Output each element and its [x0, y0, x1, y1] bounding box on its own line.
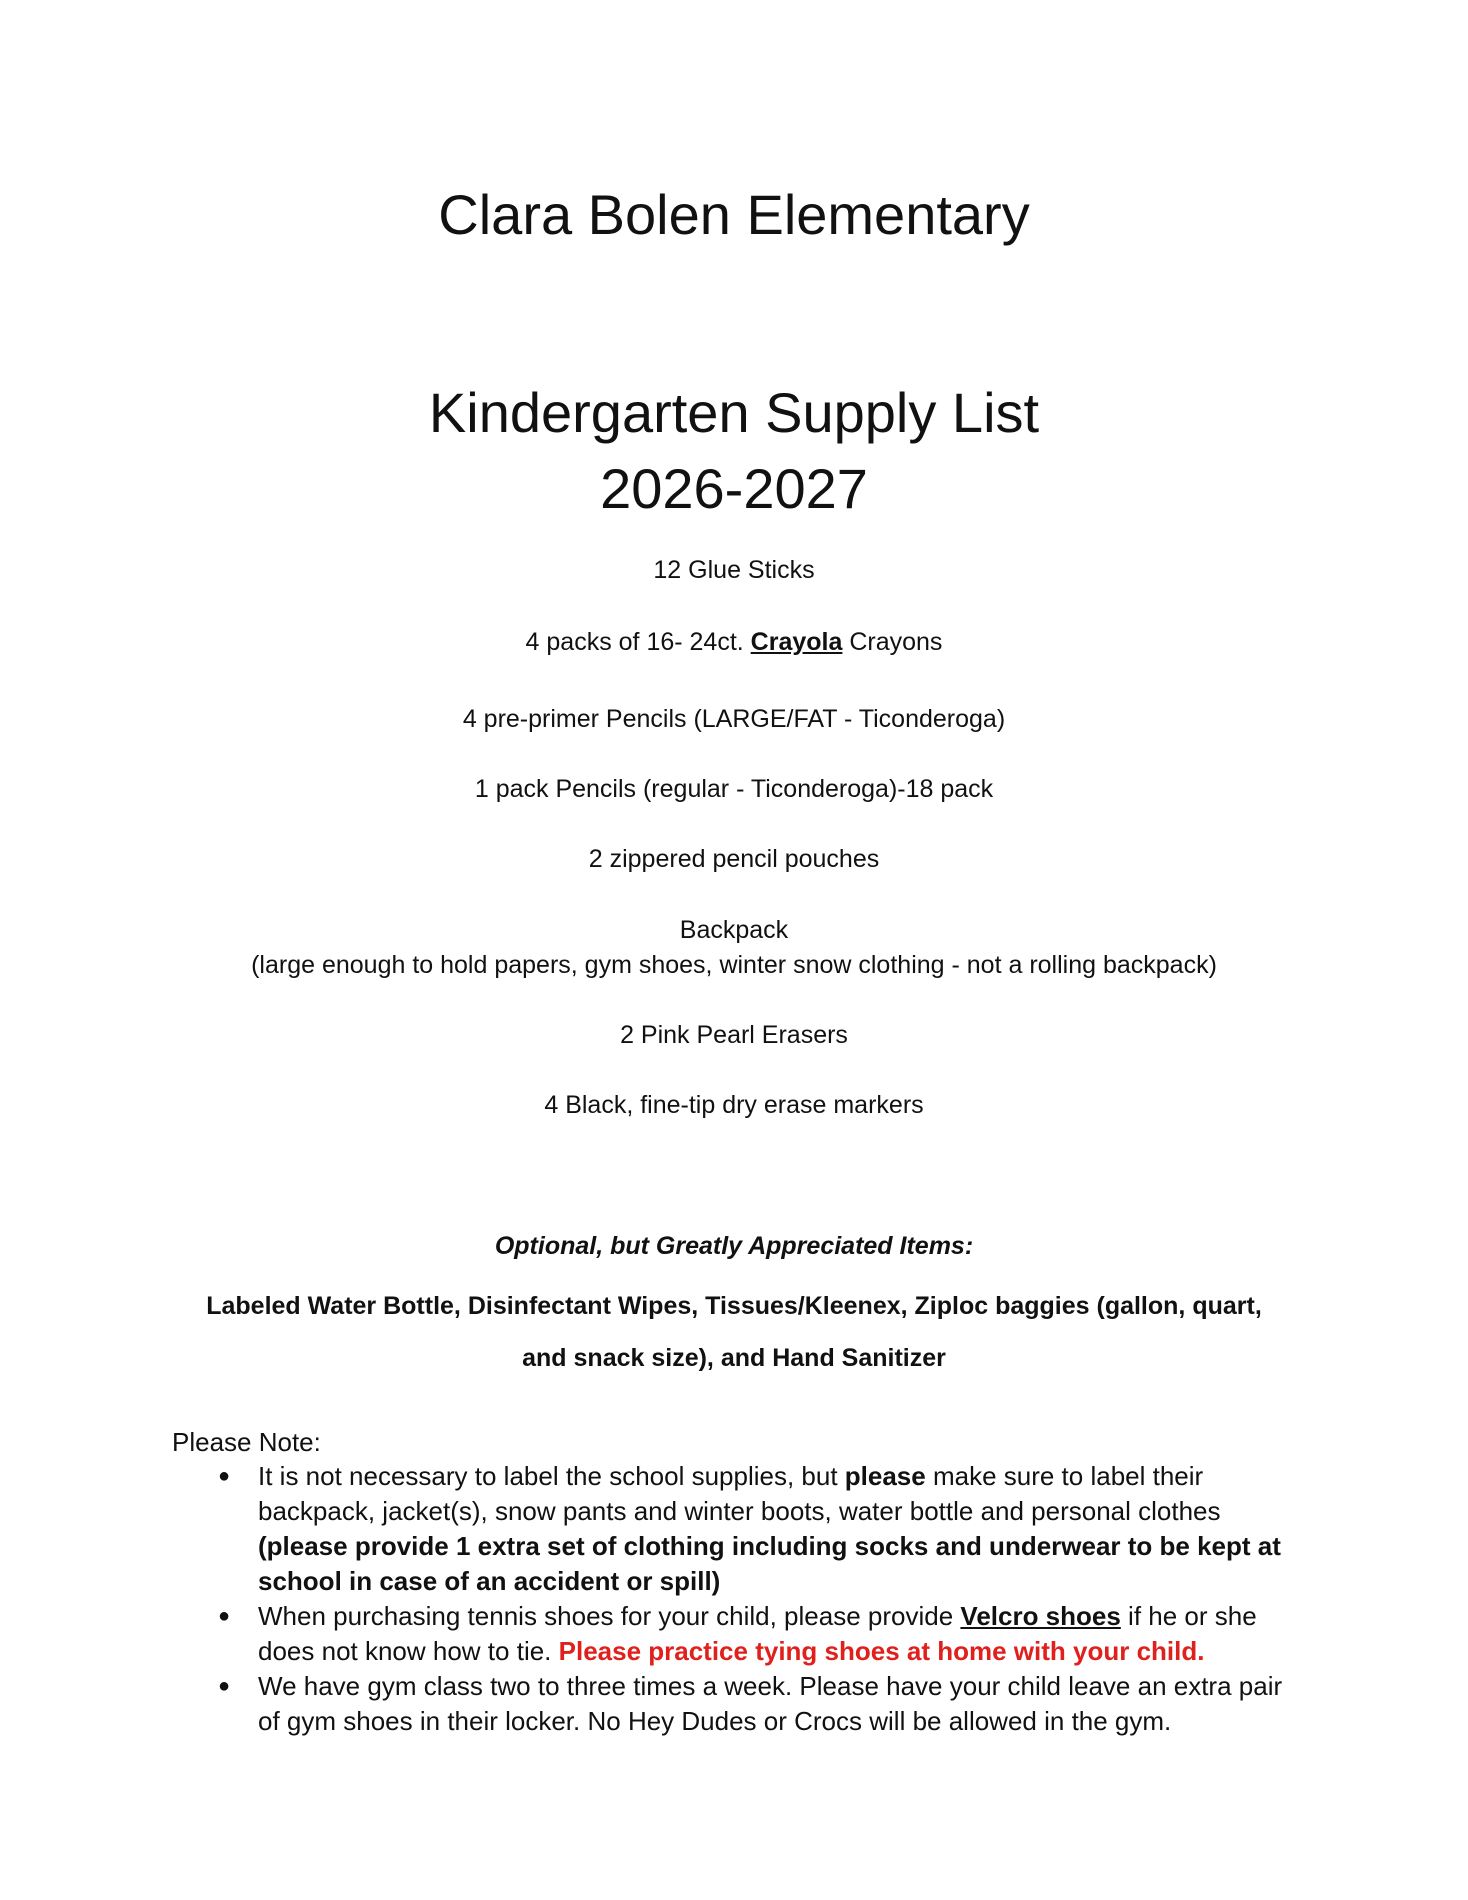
- note2-practice-reminder: Please practice tying shoes at home with your child.: [558, 1636, 1205, 1666]
- note1-text: It is not necessary to label the school supplies, but: [258, 1461, 845, 1491]
- optional-items-line2: and snack size), and Hand Sanitizer: [522, 1344, 946, 1372]
- note-item: [172, 1599, 1292, 1669]
- note1-text-cont: make sure to label their backpack, jacket(s), snow pants and winter boots, water bottle and personal clothes: [258, 1461, 1221, 1526]
- optional-items-heading: Optional, but Greatly Appreciated Items:: [494, 1232, 974, 1260]
- note3-text: We have gym class two to three times a week. Please have your child leave an extra pair of gym shoes in their locker. No Hey Dudes or Crocs will be allowed in the gym.: [258, 1671, 1283, 1736]
- list-title-line1: Kindergarten Supply List: [428, 381, 1040, 444]
- supply-item-backpack: Backpack: [679, 916, 789, 944]
- optional-items-line1: Labeled Water Bottle, Disinfectant Wipes, Tissues/Kleenex, Ziploc baggies (gallon, quart,: [206, 1292, 1262, 1320]
- crayons-prefix: 4 packs of 16- 24ct.: [525, 628, 751, 656]
- note-item: [172, 1669, 1292, 1739]
- school-name: Clara Bolen Elementary: [438, 183, 1030, 246]
- supply-item-glue: 12 Glue Sticks: [653, 556, 815, 584]
- supply-item-crayons: [0, 624, 1468, 660]
- bullet-icon: ●: [218, 1605, 231, 1627]
- optional-items-list: [0, 1280, 1468, 1384]
- supply-item-pencil-pouches: 2 zippered pencil pouches: [588, 845, 880, 873]
- note1-extra-clothing: (please provide 1 extra set of clothing including socks and underwear to be kept at school in case of an accident or spill): [258, 1531, 1281, 1596]
- supply-item-regular-pencils: 1 pack Pencils (regular - Ticonderoga)-18 pack: [474, 775, 994, 803]
- list-title-year: 2026-2027: [600, 457, 868, 520]
- note2-text-cont: if he or she does not know how to tie.: [258, 1601, 1257, 1666]
- notes-list: [172, 1459, 1292, 1739]
- supply-item-markers: 4 Black, fine-tip dry erase markers: [544, 1091, 924, 1119]
- note1-emphasis: please: [844, 1461, 926, 1491]
- bullet-icon: ●: [218, 1675, 231, 1697]
- crayons-suffix: Crayons: [842, 628, 943, 656]
- bullet-icon: ●: [218, 1465, 231, 1487]
- crayons-brand: Crayola: [750, 628, 843, 656]
- supply-item-preprimer-pencils: 4 pre-primer Pencils (LARGE/FAT - Ticonderoga): [462, 705, 1006, 733]
- please-note-label: Please Note:: [172, 1427, 321, 1457]
- note-item: [172, 1459, 1292, 1599]
- note2-velcro: Velcro shoes: [960, 1601, 1121, 1631]
- supply-item-erasers: 2 Pink Pearl Erasers: [620, 1021, 848, 1049]
- note2-text: When purchasing tennis shoes for your child, please provide: [258, 1601, 961, 1631]
- supply-item-backpack-note: (large enough to hold papers, gym shoes, winter snow clothing - not a rolling backpack): [251, 951, 1217, 979]
- page-title: [0, 375, 1468, 527]
